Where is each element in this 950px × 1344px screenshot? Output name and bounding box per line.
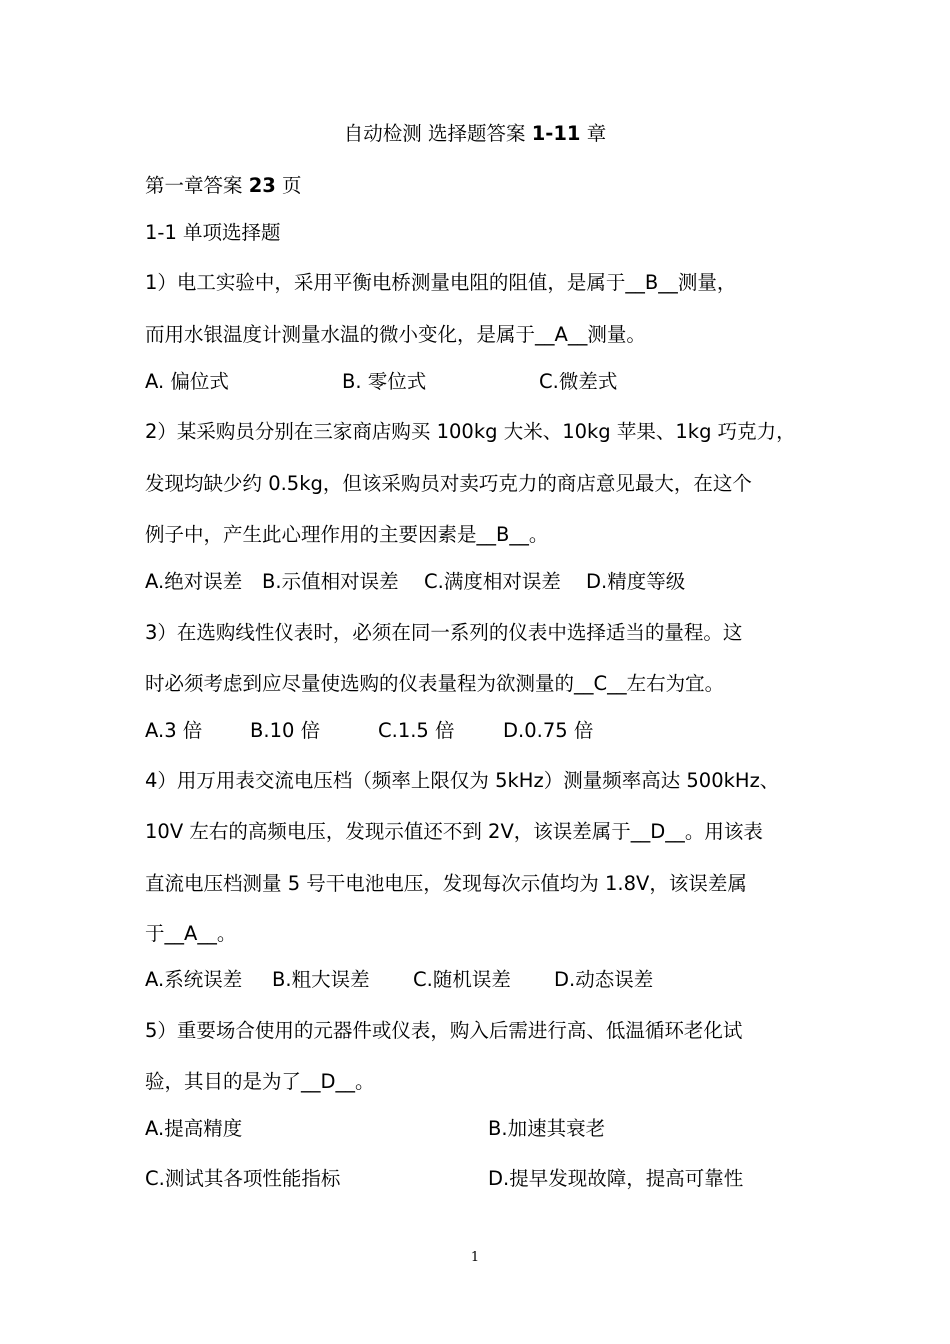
q2-option-a: A.绝对误差 [145, 570, 243, 593]
q4-answer2: __A__ [164, 922, 217, 945]
q3-answer: __C__ [574, 672, 627, 695]
q2-line1: 2）某采购员分别在三家商店购买 100kg 大米、10kg 苹果、1kg 巧克力， [145, 420, 796, 443]
q5-option-c: C.测试其各项性能指标 [145, 1167, 341, 1190]
page-number: 1 [470, 1250, 480, 1265]
q4-line1: 4）用万用表交流电压档（频率上限仅为 5kHz）测量频率高达 500kHz、 [145, 769, 780, 792]
q1-options [145, 368, 845, 396]
q2-options [145, 568, 845, 596]
q1-answer2: __A__ [535, 323, 588, 346]
q1-line1: 1）电工实验中，采用平衡电桥测量电阻的阻值，是属于__B__测量， [145, 271, 737, 294]
q3-options [145, 717, 845, 745]
q4-line4: 于__A__。 [145, 922, 237, 945]
q3-option-d: D.0.75 倍 [503, 719, 594, 742]
q3-option-a: A.3 倍 [145, 719, 203, 742]
q2-answer: __B__ [476, 523, 529, 546]
q2-option-b: B.示值相对误差 [262, 570, 399, 593]
section-heading: 1-1 单项选择题 [145, 221, 281, 244]
q5-option-a: A.提高精度 [145, 1117, 243, 1140]
q1-option-b: B. 零位式 [342, 370, 427, 393]
q4-line3: 直流电压档测量 5 号干电池电压，发现每次示值均为 1.8V，该误差属 [145, 872, 747, 895]
q3-line1: 3）在选购线性仪表时，必须在同一系列的仪表中选择适当的量程。这 [145, 621, 743, 644]
q4-line2: 10V 左右的高频电压，发现示值还不到 2V，该误差属于__D__。用该表 [145, 820, 763, 843]
q4-answer1: __D__ [630, 820, 685, 843]
q1-option-a: A. 偏位式 [145, 370, 229, 393]
q5-answer: __D__ [301, 1070, 356, 1093]
q5-line1: 5）重要场合使用的元器件或仪表，购入后需进行高、低温循环老化试 [145, 1019, 743, 1042]
q5-option-d: D.提早发现故障，提高可靠性 [488, 1167, 744, 1190]
q3-line2: 时必须考虑到应尽量使选购的仪表量程为欲测量的__C__左右为宜。 [145, 672, 725, 695]
q4-options [145, 966, 845, 994]
q1-option-c: C.微差式 [539, 370, 618, 393]
q1-line2: 而用水银温度计测量水温的微小变化，是属于__A__测量。 [145, 323, 646, 346]
q2-option-d: D.精度等级 [586, 570, 686, 593]
q3-option-b: B.10 倍 [250, 719, 321, 742]
q4-option-d: D.动态误差 [554, 968, 654, 991]
q2-line3: 例子中，产生此心理作用的主要因素是__B__。 [145, 523, 549, 546]
document-title: 自动检测 选择题答案 1-11 章 [343, 122, 607, 145]
chapter-heading: 第一章答案 23 页 [145, 174, 302, 197]
q5-option-b: B.加速其衰老 [488, 1117, 606, 1140]
q5-options-row2 [145, 1165, 845, 1193]
q4-option-c: C.随机误差 [413, 968, 511, 991]
q2-line2: 发现均缺少约 0.5kg，但该采购员对卖巧克力的商店意见最大，在这个 [145, 472, 752, 495]
q4-option-b: B.粗大误差 [272, 968, 370, 991]
q1-answer1: __B__ [625, 271, 678, 294]
q5-line2: 验，其目的是为了__D__。 [145, 1070, 375, 1093]
q4-option-a: A.系统误差 [145, 968, 243, 991]
q5-options-row1 [145, 1115, 845, 1143]
q3-option-c: C.1.5 倍 [378, 719, 455, 742]
q2-option-c: C.满度相对误差 [424, 570, 561, 593]
